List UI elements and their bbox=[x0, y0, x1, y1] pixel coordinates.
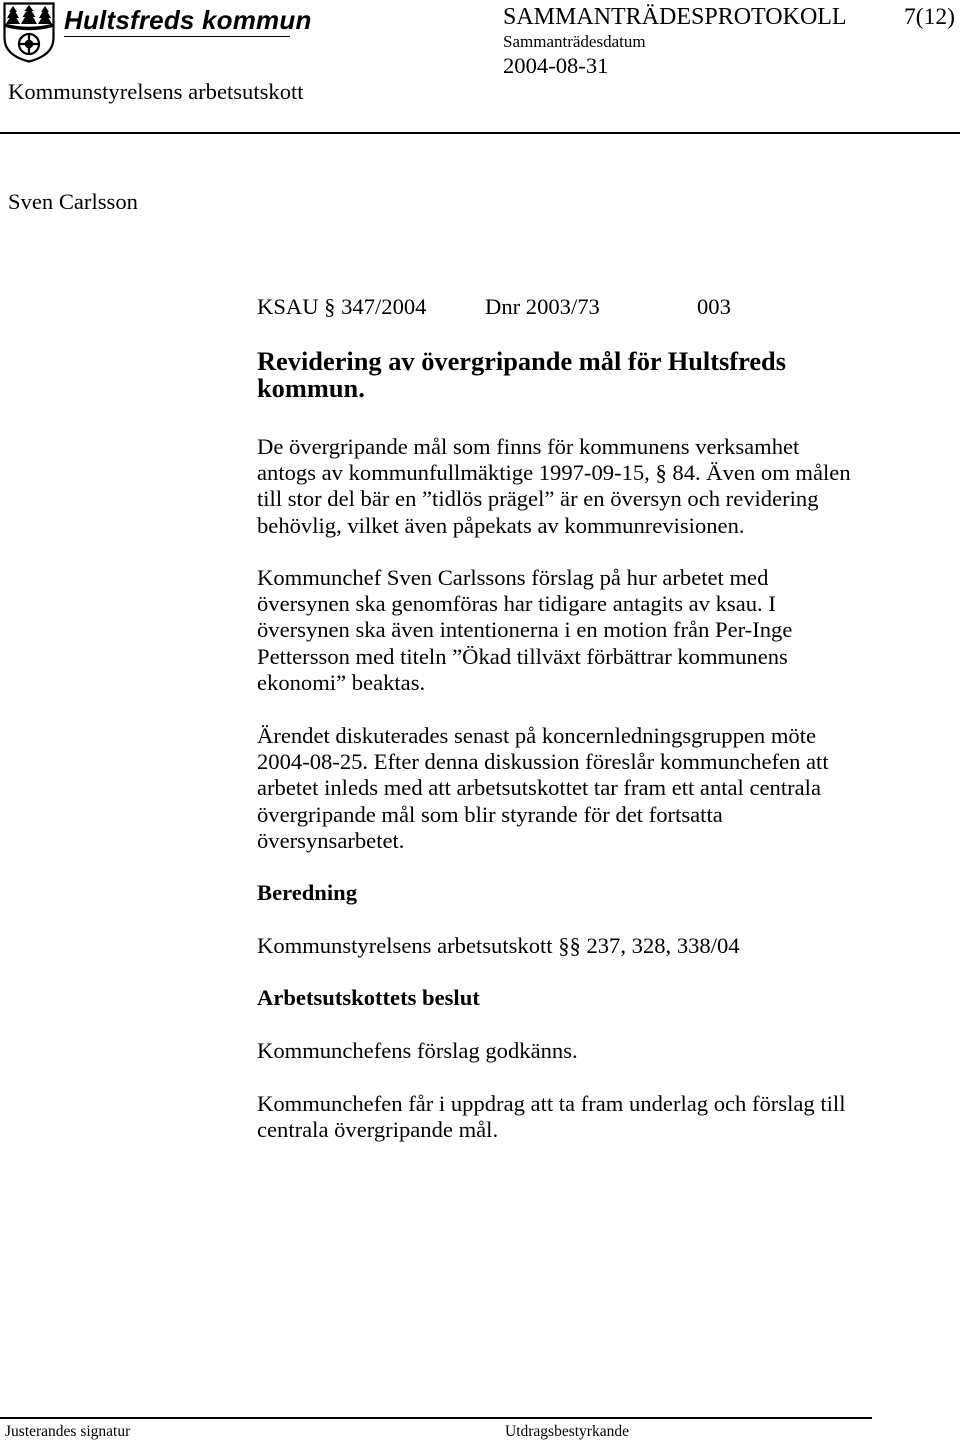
paragraph-line: De övergripande mål som finns för kommunens verksamhet bbox=[257, 434, 800, 459]
paragraph-line: Ärendet diskuterades senast på koncernledningsgruppen möte bbox=[257, 723, 817, 748]
case-title bbox=[257, 348, 786, 402]
body-paragraph bbox=[257, 565, 792, 696]
paragraph-line: behövlig, vilket även påpekats av kommunrevisionen. bbox=[257, 512, 745, 538]
case-title-line: Revidering av övergripande mål för Hultsfreds bbox=[257, 346, 786, 376]
beredning-reference: Kommunstyrelsens arbetsutskott §§ 237, 328, 338/04 bbox=[257, 933, 740, 958]
meeting-date-label: Sammanträdesdatum bbox=[503, 32, 646, 51]
case-title-line: kommun. bbox=[257, 373, 365, 403]
archive-code: 003 bbox=[697, 294, 731, 319]
paragraph-line: övergripande mål som blir styrande för det fortsatta bbox=[257, 801, 723, 827]
paragraph-line: till stor del bär en ”tidlös prägel” är en översyn och revidering bbox=[257, 486, 819, 512]
document-type: SAMMANTRÄDESPROTOKOLL bbox=[503, 4, 847, 30]
section-heading-beredning: Beredning bbox=[257, 880, 358, 905]
section-heading-decision: Arbetsutskottets beslut bbox=[257, 985, 480, 1010]
decision-line: Kommunchefens förslag godkänns. bbox=[257, 1038, 578, 1063]
diary-number: Dnr 2003/73 bbox=[485, 294, 600, 319]
signature-label: Justerandes signatur bbox=[5, 1423, 131, 1440]
paragraph-line: översynen ska genomföras har tidigare antagits av ksau. I bbox=[257, 591, 776, 617]
paragraph-line: 2004-08-25. Efter denna diskussion föreslår kommunchefen att bbox=[257, 749, 829, 775]
coat-of-arms-icon bbox=[3, 2, 55, 63]
paragraph-line: Kommunchef Sven Carlssons förslag på hur arbetet med bbox=[257, 565, 769, 590]
municipality-name: Hultsfreds kommun bbox=[64, 5, 312, 35]
paragraph-line: översynen ska även intentionerna i en motion från Per-Inge bbox=[257, 617, 793, 643]
logo-wheel bbox=[18, 33, 40, 55]
paragraph-line: antogs av kommunfullmäktige 1997-09-15, § 84. Även om målen bbox=[257, 460, 851, 486]
body-paragraph bbox=[257, 723, 829, 854]
logotype-underline bbox=[64, 36, 290, 37]
decision-line: centrala övergripande mål. bbox=[257, 1117, 499, 1143]
decision-item bbox=[257, 1038, 578, 1064]
body-paragraph bbox=[257, 434, 851, 539]
committee-name: Kommunstyrelsens arbetsutskott bbox=[8, 79, 304, 104]
paragraph-line: översynsarbetet. bbox=[257, 827, 405, 853]
certification-label: Utdragsbestyrkande bbox=[505, 1423, 629, 1440]
header-divider bbox=[0, 132, 960, 134]
footer-divider bbox=[0, 1417, 872, 1419]
decision-line: Kommunchefen får i uppdrag att ta fram underlag och förslag till bbox=[257, 1091, 846, 1116]
decision-item bbox=[257, 1091, 846, 1143]
meeting-date: 2004-08-31 bbox=[503, 53, 609, 78]
paragraph-line: Pettersson med titeln ”Ökad tillväxt förbättrar kommunens bbox=[257, 643, 788, 669]
paragraph-number: KSAU § 347/2004 bbox=[257, 294, 427, 319]
case-officer: Sven Carlsson bbox=[8, 189, 138, 214]
paragraph-line: arbetet inleds med att arbetsutskottet tar fram ett antal centrala bbox=[257, 775, 821, 801]
paragraph-line: ekonomi” beaktas. bbox=[257, 669, 426, 695]
page-number: 7(12) bbox=[904, 4, 955, 30]
